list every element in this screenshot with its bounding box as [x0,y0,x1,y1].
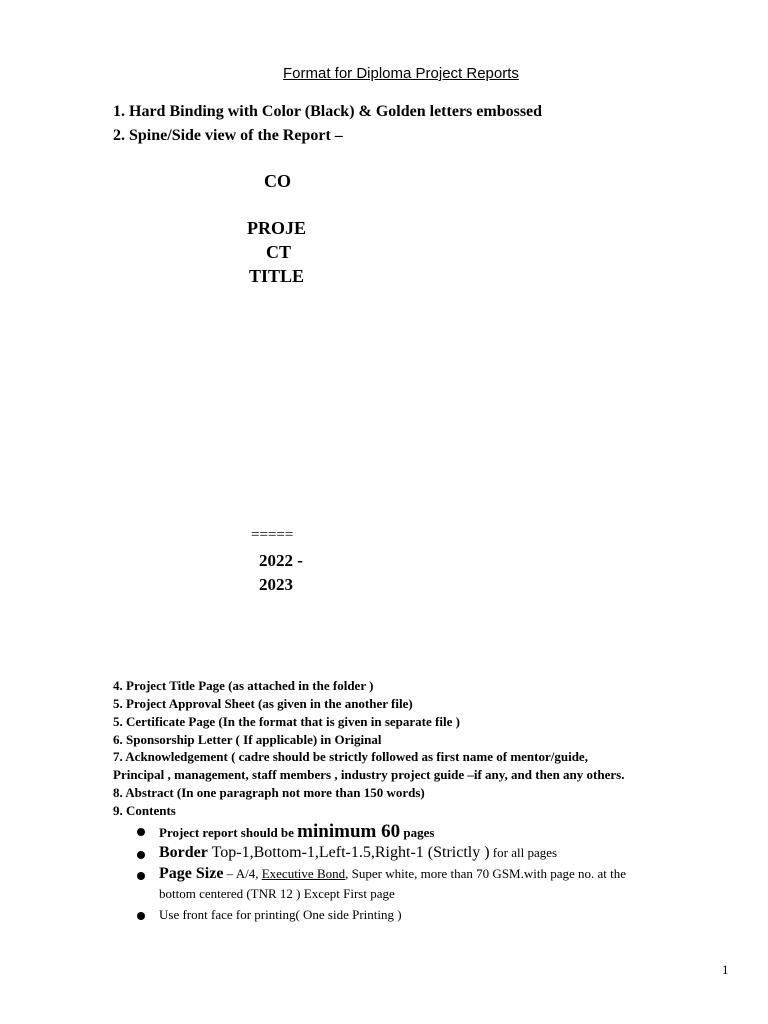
spine-line-title: TITLE [249,266,305,286]
bullet-label: Border [159,844,208,861]
bullet-page-size-cont: bottom centered (TNR 12 ) Except First page [159,886,395,901]
bullet-text: Project report should be [159,825,298,840]
list-item: 7. Acknowledgement ( cadre should be strictly followed as first name of mentor/guide, [113,749,588,764]
list-item: 6. Sponsorship Letter ( If applicable) in Original [113,732,382,747]
spine-year-end: 2023 [259,575,293,594]
bullet-icon [137,828,145,836]
bullet-text: – A/4, [223,866,262,881]
bullet-front-face: Use front face for printing( One side Printing ) [159,907,402,922]
list-item: 4. Project Title Page (as attached in the folder ) [113,678,374,693]
bullet-page-size [159,865,626,883]
bullet-icon [137,851,145,859]
page-number: 1 [722,962,729,977]
bullet-text: Top-1,Bottom-1,Left-1.5,Right-1 (Strictly ) [207,844,490,861]
bullet-border [159,844,557,862]
spine-line-proje: PROJE [247,218,307,238]
bullet-icon [137,912,145,920]
document-title: Format for Diploma Project Reports [283,65,519,82]
bullet-icon [137,872,145,880]
spine-separator: ===== [251,527,294,543]
spine-year-start: 2022 - [259,551,303,570]
list-item: 5. Certificate Page (In the format that is given in separate file ) [113,714,460,729]
bullet-text: pages [400,825,435,840]
bullet-label: Page Size [159,865,224,882]
spine-line-co: CO [264,171,291,191]
list-item: 5. Project Approval Sheet (as given in the another file) [113,696,413,711]
bullet-minimum-pages [159,821,434,843]
list-item: 9. Contents [113,803,176,818]
bullet-underlined: Executive Bond [261,866,346,881]
item-hard-binding: 1. Hard Binding with Color (Black) & Golden letters embossed [113,103,543,120]
list-item: Principal , management, staff members , industry project guide –if any, and then any others. [113,767,625,782]
item-spine-view: 2. Spine/Side view of the Report – [113,127,343,144]
list-item: 8. Abstract (In one paragraph not more than 150 words) [113,785,425,800]
bullet-emphasis: minimum 60 [297,821,401,842]
bullet-text: , Super white, more than 70 GSM.with page no. at the [345,866,627,881]
spine-line-ct: CT [266,242,292,262]
bullet-text: for all pages [489,845,558,860]
